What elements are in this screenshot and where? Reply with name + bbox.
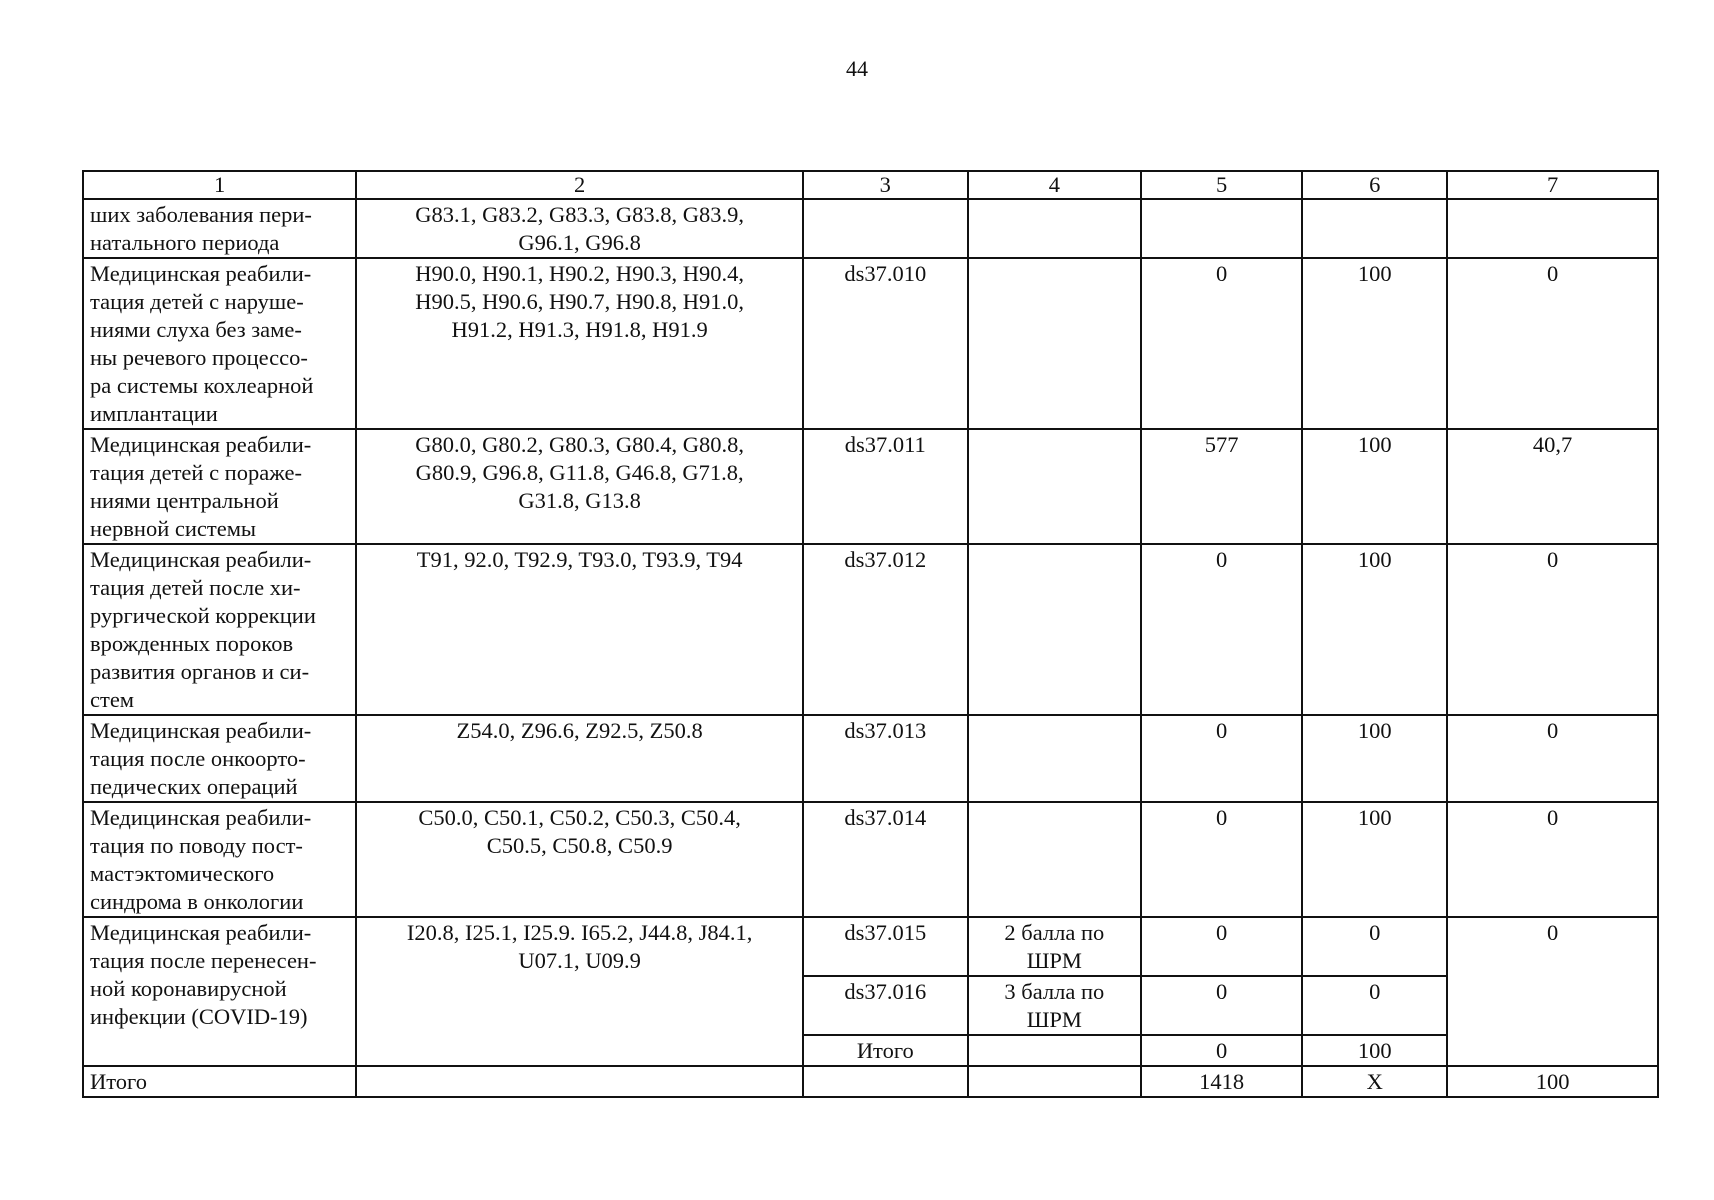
cell-text-line: Медицинская реабили- [90, 920, 312, 945]
cell-text-line: ниями слуха без заме- [90, 317, 302, 342]
cell-text-line: синдрома в онкологии [90, 889, 304, 914]
cell-text-line: Медицинская реабили- [90, 432, 312, 457]
row-col7-cell [1447, 199, 1658, 258]
header-cell-2: 2 [356, 171, 803, 199]
cell-text-line: Медицинская реабили- [90, 718, 312, 743]
header-cell-7: 7 [1447, 171, 1658, 199]
row-criteria-cell [968, 715, 1141, 802]
cell-text-line: 3 балла по [1004, 979, 1105, 1004]
row-col6-cell [1302, 544, 1447, 715]
total-col5-cell [1141, 1066, 1302, 1097]
cell-text-line: T91, 92.0, T92.9, T93.0, T93.9, T94 [416, 547, 743, 572]
table-row [83, 258, 1658, 429]
row-name-cell [83, 199, 356, 258]
row-group-code-cell [803, 199, 968, 258]
row-group-code-cell [803, 544, 968, 715]
row-criteria-cell [968, 802, 1141, 917]
row-col5-cell [1141, 258, 1302, 429]
row-col7-cell [1447, 715, 1658, 802]
total-group-code-cell [803, 1066, 968, 1097]
header-cell-3: 3 [803, 171, 968, 199]
cell-text-line: нервной системы [90, 516, 257, 541]
cell-text-line: ds37.011 [844, 432, 926, 457]
cell-text-line [1148, 201, 1295, 229]
row-col5-cell [1141, 715, 1302, 802]
cell-text-line: ds37.014 [844, 805, 927, 830]
cell-text-line: G80.9, G96.8, G11.8, G46.8, G71.8, [415, 460, 744, 485]
header-cell-5: 5 [1141, 171, 1302, 199]
cell-text-line: инфекции (COVID-19) [90, 1004, 308, 1029]
cell-text-line: ШРМ [1026, 948, 1082, 973]
covid-name-cell [83, 917, 356, 1066]
cell-text-line: натального периода [90, 230, 280, 255]
covid-sub2-criteria-cell [968, 976, 1141, 1035]
cell-text-line: ШРМ [1026, 1007, 1082, 1032]
covid-sub1-criteria-cell [968, 917, 1141, 976]
covid-sub1-col6-cell [1302, 917, 1447, 976]
header-row [83, 171, 1658, 199]
cell-text-line: G96.1, G96.8 [518, 230, 641, 255]
cell-text-line: ны речевого процессо- [90, 345, 308, 370]
cell-text-line: 0 [1546, 920, 1559, 945]
cell-text-line: ds37.013 [844, 718, 927, 743]
cell-text-line: 0 [1216, 261, 1228, 286]
cell-text-line: H90.0, H90.1, H90.2, H90.3, H90.4, [415, 261, 744, 286]
row-col5-cell [1141, 544, 1302, 715]
cell-text-line: Z54.0, Z96.6, Z92.5, Z50.8 [456, 718, 703, 743]
row-col5-cell [1141, 429, 1302, 544]
cell-text-line: ших заболевания пери- [90, 202, 312, 227]
data-table [82, 170, 1659, 1098]
cell-text-line: 100 [1535, 1069, 1570, 1094]
cell-text-line: ds37.016 [844, 979, 927, 1004]
covid-subtotal-criteria-cell [968, 1035, 1141, 1066]
cell-text-line [975, 1068, 1134, 1096]
cell-text-line: G80.0, G80.2, G80.3, G80.4, G80.8, [415, 432, 744, 457]
cell-text-line: ds37.012 [844, 547, 927, 572]
cell-text-line [975, 717, 1134, 745]
total-codes-cell [356, 1066, 803, 1097]
row-name-cell [83, 429, 356, 544]
row-group-code-cell [803, 715, 968, 802]
cell-text-line: 100 [1357, 432, 1392, 457]
row-col6-cell [1302, 802, 1447, 917]
row-col6-cell [1302, 715, 1447, 802]
cell-text-line: ниями центральной [90, 488, 279, 513]
cell-text-line [975, 804, 1134, 832]
cell-text-line: тация после перенесен- [90, 948, 317, 973]
covid-col7-cell [1447, 917, 1658, 1066]
row-col7-cell [1447, 429, 1658, 544]
cell-text-line [363, 1068, 796, 1096]
cell-text-line: 0 [1546, 805, 1559, 830]
total-col7-cell [1447, 1066, 1658, 1097]
cell-text-line [810, 1068, 961, 1096]
row-name-cell [83, 258, 356, 429]
cell-text-line [1454, 201, 1651, 229]
row-criteria-cell [968, 544, 1141, 715]
cell-text-line: Х [1366, 1069, 1383, 1094]
row-criteria-cell [968, 258, 1141, 429]
cell-text-line: U07.1, U09.9 [518, 948, 641, 973]
header-cell-1: 1 [83, 171, 356, 199]
covid-sub2-col5-cell [1141, 976, 1302, 1035]
cell-text-line: тация по поводу пост- [90, 833, 303, 858]
cell-text-line: тация после онкоорто- [90, 746, 306, 771]
table-row [83, 802, 1658, 917]
cell-text-line [975, 260, 1134, 288]
cell-text-line: 2 балла по [1004, 920, 1105, 945]
cell-text-line: тация детей после хи- [90, 575, 301, 600]
page-number: 44 [846, 56, 868, 81]
cell-text-line: Медицинская реабили- [90, 261, 312, 286]
row-name-cell [83, 715, 356, 802]
cell-text-line: 0 [1216, 805, 1228, 830]
cell-text-line [975, 201, 1134, 229]
row-col6-cell [1302, 199, 1447, 258]
covid-subtotal-label-cell [803, 1035, 968, 1066]
cell-text-line: 1418 [1199, 1069, 1245, 1094]
row-col7-cell [1447, 802, 1658, 917]
covid-codes-cell [356, 917, 803, 1066]
cell-text-line: имплантации [90, 401, 218, 426]
row-codes-cell [356, 802, 803, 917]
cell-text-line: 0 [1369, 920, 1381, 945]
cell-text-line: ра системы кохлеарной [90, 373, 314, 398]
cell-text-line: 0 [1546, 261, 1559, 286]
cell-text-line: 100 [1357, 547, 1392, 572]
cell-text-line: Итого [856, 1038, 914, 1063]
cell-text-line: ной коронавирусной [90, 976, 287, 1001]
table-row [83, 544, 1658, 715]
cell-text-line [1309, 201, 1440, 229]
cell-text-line: 0 [1216, 920, 1228, 945]
cell-text-line: 577 [1204, 432, 1239, 457]
row-col6-cell [1302, 258, 1447, 429]
cell-text-line: 0 [1216, 979, 1228, 1004]
row-group-code-cell [803, 429, 968, 544]
total-col6-cell [1302, 1066, 1447, 1097]
cell-text-line: C50.5, C50.8, C50.9 [486, 833, 673, 858]
cell-text-line: H91.2, H91.3, H91.8, H91.9 [451, 317, 708, 342]
row-codes-cell [356, 258, 803, 429]
row-col6-cell [1302, 429, 1447, 544]
cell-text-line: I20.8, I25.1, I25.9. I65.2, J44.8, J84.1, [406, 920, 753, 945]
row-codes-cell [356, 199, 803, 258]
cell-text-line: развития органов и си- [90, 659, 310, 684]
cell-text-line: рургической коррекции [90, 603, 316, 628]
covid-sub2-col6-cell [1302, 976, 1447, 1035]
cell-text-line: C50.0, C50.1, C50.2, C50.3, C50.4, [418, 805, 741, 830]
row-name-cell [83, 544, 356, 715]
row-codes-cell [356, 715, 803, 802]
cell-text-line: педических операций [90, 774, 298, 799]
cell-text-line: 0 [1216, 718, 1228, 743]
covid-sub2-code-cell [803, 976, 968, 1035]
cell-text-line: G31.8, G13.8 [518, 488, 641, 513]
row-criteria-cell [968, 199, 1141, 258]
cell-text-line: ds37.010 [844, 261, 927, 286]
cell-text-line [975, 546, 1134, 574]
cell-text-line [975, 1037, 1134, 1065]
row-group-code-cell [803, 802, 968, 917]
cell-text-line: 100 [1357, 1038, 1392, 1063]
cell-text-line: 100 [1357, 261, 1392, 286]
cell-text-line: 0 [1546, 718, 1559, 743]
cell-text-line: тация детей с наруше- [90, 289, 304, 314]
cell-text-line: 100 [1357, 718, 1392, 743]
cell-text-line: G83.1, G83.2, G83.3, G83.8, G83.9, [415, 202, 744, 227]
row-col5-cell [1141, 802, 1302, 917]
cell-text-line: тация детей с пораже- [90, 460, 302, 485]
header-cell-6: 6 [1302, 171, 1447, 199]
cell-text-line [975, 431, 1134, 459]
table-row [83, 199, 1658, 258]
cell-text-line: ds37.015 [844, 920, 927, 945]
cell-text-line: 0 [1546, 547, 1559, 572]
header-cell-4: 4 [968, 171, 1141, 199]
cell-text-line: Итого [90, 1069, 147, 1094]
cell-text-line: мастэктомического [90, 861, 275, 886]
total-criteria-cell [968, 1066, 1141, 1097]
total-row [83, 1066, 1658, 1097]
cell-text-line: 40,7 [1532, 432, 1573, 457]
cell-text-line: 100 [1357, 805, 1392, 830]
row-col7-cell [1447, 258, 1658, 429]
cell-text-line: Медицинская реабили- [90, 805, 312, 830]
cell-text-line: 0 [1216, 547, 1228, 572]
cell-text-line [810, 201, 961, 229]
covid-sub1-col5-cell [1141, 917, 1302, 976]
cell-text-line: врожденных пороков [90, 631, 294, 656]
row-codes-cell [356, 544, 803, 715]
table-row-covid [83, 917, 1658, 976]
cell-text-line: 0 [1369, 979, 1381, 1004]
row-name-cell [83, 802, 356, 917]
covid-subtotal-col5-cell [1141, 1035, 1302, 1066]
row-criteria-cell [968, 429, 1141, 544]
covid-sub1-code-cell [803, 917, 968, 976]
row-col5-cell [1141, 199, 1302, 258]
row-group-code-cell [803, 258, 968, 429]
covid-subtotal-col6-cell [1302, 1035, 1447, 1066]
table-row [83, 429, 1658, 544]
total-label-cell [83, 1066, 356, 1097]
cell-text-line: стем [90, 687, 135, 712]
cell-text-line: Медицинская реабили- [90, 547, 312, 572]
row-col7-cell [1447, 544, 1658, 715]
row-codes-cell [356, 429, 803, 544]
cell-text-line: 0 [1216, 1038, 1228, 1063]
table-row [83, 715, 1658, 802]
cell-text-line: H90.5, H90.6, H90.7, H90.8, H91.0, [415, 289, 744, 314]
